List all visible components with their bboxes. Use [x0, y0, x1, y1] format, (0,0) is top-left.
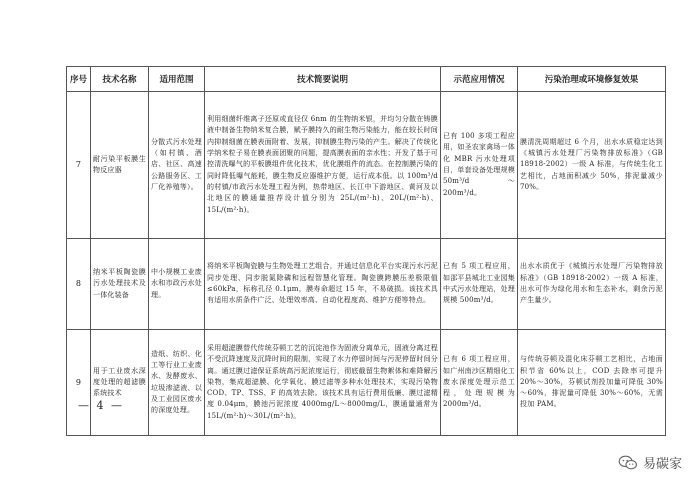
watermark-text: 易碳家: [642, 457, 682, 472]
tech-application: 已有 5 项工程应用，如邵平县城北工业园集中式污水处理站，处理规模 500m³/d。: [441, 239, 518, 330]
tech-application: 已有 6 项工程应用，如广州南沙区精细化工废水深度处理示范工程，处理规模为 2000m³/d。: [441, 330, 518, 436]
page-number: — 4 —: [78, 399, 124, 412]
tech-scope: 造纸、纺织、化工等行业工业废水、发酵废水、垃圾渗滤液、以及工业园区废水的深度处理。: [149, 330, 205, 436]
tech-effect: 膜清洗周期超过 6 个月，出水水质稳定达到《城镇污水处理厂污染物排放标准》（GB 18918-2002）一级 A 标准，与传统生化工艺相比，占地面积减少 50%，排泥量减少 70%。: [518, 92, 666, 239]
watermark: [618, 453, 682, 472]
row-number: 8: [67, 239, 91, 330]
tech-name: 用于工业废水深度处理的超滤膜系统技术: [91, 330, 149, 436]
tech-scope: 分散式污水处理（如村镇、酒店、社区、高速公路服务区、工厂化养殖等）。: [149, 92, 205, 239]
row-number: 7: [67, 92, 91, 239]
row-number: 9: [67, 330, 91, 436]
tech-description: 利用细菌纤维离子还原或直径仅 6nm 的生物纳米银，并均匀分散在铸膜液中制备生物纳米复合膜，赋予膜持久的耐生物污染能力，能在较长时间内抑制细菌在膜表面附着、发展，抑制膜生物污染的产生。解决了传统化学纳米粒子易在膜表面团聚的问题，提高膜表面的亲水性；开发了基于可控清洗曝气的平板膜组件优化技术，优化膜组件的流态。在控制膜污染的同时降低曝气能耗，膜生物反应器维护方便，运行成本低。以 100m³/d 的村镇/市政污水处理工程为例，热带地区、长江中下游地区、黄河及以北地区的膜通量推荐设计值分别为 25L/(m²·h)、20L/(m²·h)、15L/(m²·h)。: [205, 92, 441, 239]
technology-table: [66, 66, 666, 436]
header-scope: 适用范围: [149, 67, 205, 92]
table-row: [67, 330, 666, 436]
header-application: 示范应用情况: [441, 67, 518, 92]
wechat-icon: [618, 455, 638, 471]
tech-application: 已有 100 多项工程应用，如圣农家禽场一体化 MBR 污水处理项目，单套设备处理规模 50m³/d ～200m³/d。: [441, 92, 518, 239]
header-effect: 污染治理或环境修复效果: [518, 67, 666, 92]
table-row: [67, 239, 666, 330]
tech-name: 纳米平板陶瓷膜污水处理技术及一体化装备: [91, 239, 149, 330]
header-description: 技术简要说明: [205, 67, 441, 92]
tech-description: 采用超滤膜替代传统芬顿工艺的沉淀池作为固液分离单元，固液分离过程不受沉降速度及沉降时间的限制，实现了水力停留时间与污泥停留时间分离。通过膜过滤保证系统高污泥浓度运行，彻底截留生物絮体和难降解污染物，集成超滤膜、化学氧化、膜过滤等多种水处理技术，实现污染物 COD、TP、TSS、F 的高效去除。该技术具有运行费用低廉、膜过滤精度 0.04μm，膜池污泥浓度 4000mg/L～8000mg/L，膜通量通常为 15L/(m²·h)～30L/(m²·h)。: [205, 330, 441, 436]
table-header-row: [67, 67, 666, 92]
table-row: [67, 92, 666, 239]
header-no: 序号: [67, 67, 91, 92]
tech-name: 耐污染平板膜生物反应器: [91, 92, 149, 239]
header-tech-name: 技术名称: [91, 67, 149, 92]
technology-table-sheet: [66, 66, 665, 436]
tech-description: 将纳米平板陶瓷膜与生物处理工艺组合，并通过信息化平台实现污水污泥同步处理、同步脱氮除磷和远程智慧化管理。陶瓷膜跨膜压差极限值≤60kPa，标称孔径 0.1μm，膜寿命超过 15 年，不易破损。该技术具有适用水质条件广泛、处理效率高、自动化程度高、维护方便等特点。: [205, 239, 441, 330]
tech-scope: 中小规模工业废水和市政污水处理。: [149, 239, 205, 330]
tech-effect: 与传统芬顿及混化床芬顿工艺相比，占地面积节省 60%以上，COD 去除率可提升 20%～30%，芬顿试剂投加量可降低 30%～60%，排泥量可降低 30%～60%，无需投加 PAM。: [518, 330, 666, 436]
tech-effect: 出水水质优于《城镇污水处理厂污染物排放标准》（GB 18918-2002）一级 A 标准，出水可作为绿化用水和生态补水，剩余污泥产生量少。: [518, 239, 666, 330]
